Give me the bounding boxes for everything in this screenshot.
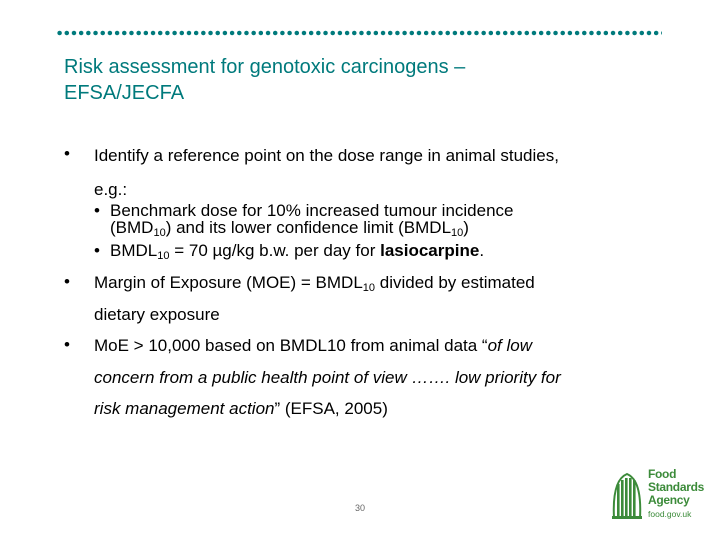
bullet1-line1: Identify a reference point on the dose range in animal studies, bbox=[94, 146, 559, 165]
bullet-marker-1: • bbox=[64, 144, 70, 163]
logo-line-standards: Standards bbox=[648, 480, 704, 494]
bullet1-line2: e.g.: bbox=[94, 180, 128, 199]
bullet3-quote-c: risk management action bbox=[94, 399, 275, 418]
fsa-emblem-icon bbox=[610, 470, 644, 522]
slide-title-line1: Risk assessment for genotoxic carcinogens – bbox=[64, 56, 466, 78]
sub-bullet-2-text-c: . bbox=[479, 241, 485, 260]
bullet2-line2: dietary exposure bbox=[94, 305, 220, 324]
logo-wordmark bbox=[648, 468, 704, 507]
sub-bullet-1-text-b: ) and its lower confidence limit (BMDL bbox=[165, 218, 452, 237]
logo-url: food.gov.uk bbox=[648, 509, 692, 519]
bullet2-text-a: Margin of Exposure (MOE) = BMDL bbox=[94, 273, 363, 292]
bullet-marker-2: • bbox=[64, 272, 70, 291]
subscript: 10 bbox=[451, 227, 464, 239]
subscript: 10 bbox=[362, 282, 376, 294]
logo-line-food: Food bbox=[648, 467, 677, 481]
bullet3-line3 bbox=[94, 399, 388, 419]
sub-bullet-2 bbox=[94, 241, 484, 261]
sub-bullet-2-text-b: = 70 µg/kg b.w. per day for bbox=[169, 241, 381, 260]
bullet3-quote-a: of low bbox=[487, 336, 533, 355]
bullet3-text-a: MoE > 10,000 based on BMDL10 from animal data “ bbox=[94, 336, 488, 355]
page-number: 30 bbox=[354, 503, 365, 513]
bullet3-line2: concern from a public health point of view ……. low priority for bbox=[94, 368, 561, 387]
subscript: 10 bbox=[153, 227, 166, 239]
dotted-divider bbox=[56, 30, 662, 36]
sub-bullet-1-line2 bbox=[110, 218, 469, 238]
bullet-marker-3: • bbox=[64, 335, 70, 354]
slide-title-line2: EFSA/JECFA bbox=[64, 82, 185, 104]
slide-title bbox=[64, 54, 664, 106]
bullet3-line1 bbox=[94, 336, 532, 356]
sub-bullet-1-text-a: (BMD bbox=[110, 218, 154, 237]
logo-line-agency: Agency bbox=[648, 493, 690, 507]
subscript: 10 bbox=[157, 250, 170, 262]
bullet3-citation: ” (EFSA, 2005) bbox=[274, 399, 388, 418]
sub-bullet-marker-2: • bbox=[94, 241, 100, 260]
bullet2-text-b: divided by estimated bbox=[375, 273, 535, 292]
substance-name: lasiocarpine bbox=[380, 241, 480, 260]
bullet2-line1 bbox=[94, 273, 535, 293]
sub-bullet-marker-1: • bbox=[94, 201, 100, 220]
sub-bullet-1-text-c: ) bbox=[463, 218, 469, 237]
fsa-logo bbox=[610, 468, 710, 524]
sub-bullet-2-text-a: BMDL bbox=[110, 241, 158, 260]
sub-bullet-1-text: Benchmark dose for 10% increased tumour incidence bbox=[110, 201, 514, 220]
